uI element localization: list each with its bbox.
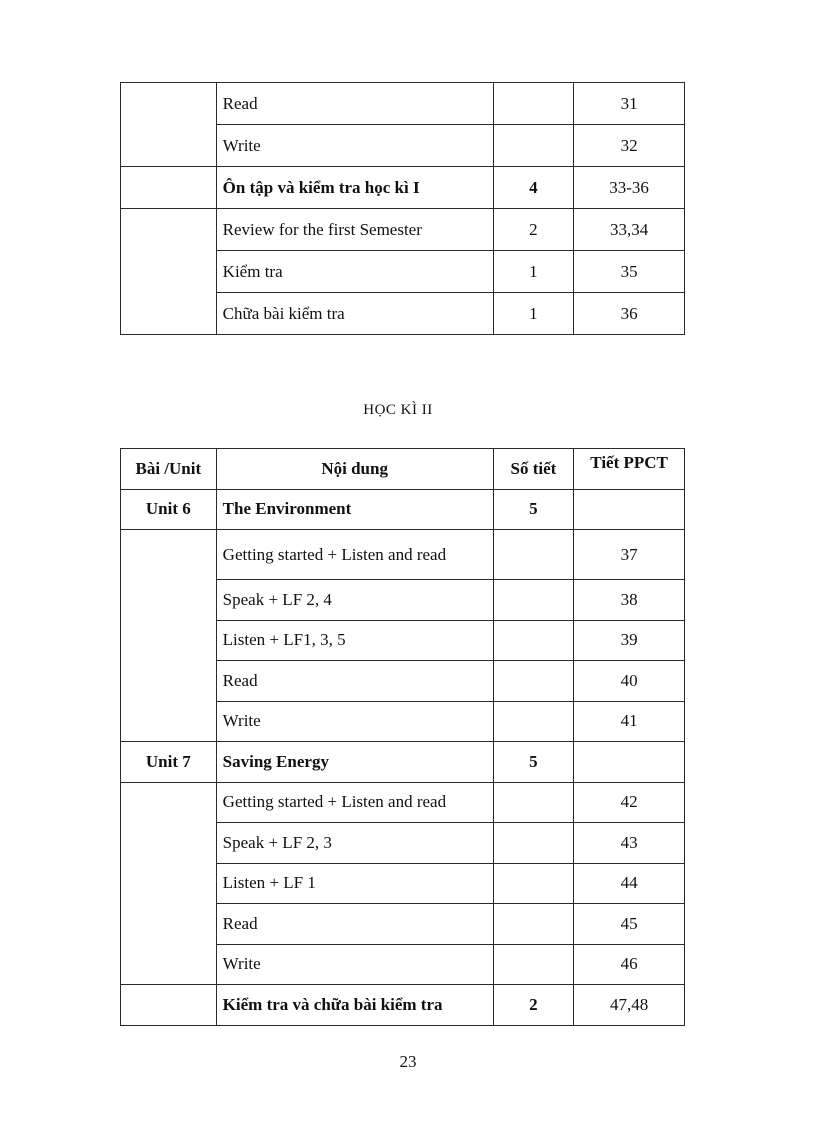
periods-cell — [493, 823, 574, 864]
ppct-cell: 33-36 — [574, 167, 685, 209]
unit-cell — [121, 782, 217, 985]
ppct-cell: 42 — [574, 782, 685, 823]
ppct-cell: 32 — [574, 125, 685, 167]
ppct-cell — [574, 742, 685, 783]
content-cell: Listen + LF1, 3, 5 — [216, 620, 493, 661]
periods-cell: 2 — [493, 209, 574, 251]
periods-cell — [493, 863, 574, 904]
ppct-cell: 47,48 — [574, 985, 685, 1026]
semester-2-table — [120, 448, 685, 1026]
content-cell: Speak + LF 2, 4 — [216, 580, 493, 621]
unit-periods: 5 — [493, 489, 574, 530]
periods-cell — [493, 661, 574, 702]
content-cell: Read — [216, 83, 493, 125]
content-cell: Speak + LF 2, 3 — [216, 823, 493, 864]
content-cell: Getting started + Listen and read — [216, 530, 493, 580]
ppct-cell: 31 — [574, 83, 685, 125]
content-cell: Read — [216, 904, 493, 945]
ppct-cell — [574, 489, 685, 530]
content-cell: Chữa bài kiểm tra — [216, 293, 493, 335]
periods-cell — [493, 83, 574, 125]
content-cell: Getting started + Listen and read — [216, 782, 493, 823]
periods-cell — [493, 944, 574, 985]
unit-row — [121, 742, 685, 783]
periods-cell: 2 — [493, 985, 574, 1026]
header-row — [121, 449, 685, 490]
periods-cell: 4 — [493, 167, 574, 209]
ppct-cell: 36 — [574, 293, 685, 335]
content-cell: Read — [216, 661, 493, 702]
ppct-cell: 38 — [574, 580, 685, 621]
periods-cell — [493, 782, 574, 823]
table-row — [121, 167, 685, 209]
periods-cell — [493, 125, 574, 167]
unit-cell — [121, 209, 217, 335]
ppct-cell: 37 — [574, 530, 685, 580]
unit-cell — [121, 167, 217, 209]
ppct-cell: 46 — [574, 944, 685, 985]
table-row — [121, 530, 685, 580]
periods-cell: 1 — [493, 293, 574, 335]
unit-cell — [121, 83, 217, 167]
periods-cell: 1 — [493, 251, 574, 293]
unit-cell — [121, 985, 217, 1026]
ppct-cell: 43 — [574, 823, 685, 864]
content-cell: Review for the first Semester — [216, 209, 493, 251]
header-ppct: Tiết PPCT — [574, 449, 685, 490]
header-periods: Số tiết — [493, 449, 574, 490]
content-cell: Kiểm tra và chữa bài kiểm tra — [216, 985, 493, 1026]
unit-label: Unit 7 — [121, 742, 217, 783]
unit-title: Saving Energy — [216, 742, 493, 783]
content-cell: Write — [216, 944, 493, 985]
ppct-cell: 45 — [574, 904, 685, 945]
ppct-cell: 40 — [574, 661, 685, 702]
content-cell: Listen + LF 1 — [216, 863, 493, 904]
content-cell: Write — [216, 125, 493, 167]
ppct-cell: 39 — [574, 620, 685, 661]
ppct-cell: 33,34 — [574, 209, 685, 251]
unit-title: The Environment — [216, 489, 493, 530]
table-row — [121, 83, 685, 125]
table-row — [121, 209, 685, 251]
semester-1-table — [120, 82, 685, 335]
header-content: Nội dung — [216, 449, 493, 490]
periods-cell — [493, 904, 574, 945]
table-row — [121, 782, 685, 823]
content-cell: Ôn tập và kiểm tra học kì I — [216, 167, 493, 209]
unit-row — [121, 489, 685, 530]
content-cell: Kiểm tra — [216, 251, 493, 293]
ppct-cell: 41 — [574, 701, 685, 742]
table-row — [121, 985, 685, 1026]
unit-cell — [121, 530, 217, 742]
periods-cell — [493, 580, 574, 621]
unit-label: Unit 6 — [121, 489, 217, 530]
section-heading: HỌC KÌ II — [363, 402, 433, 418]
content-cell: Write — [216, 701, 493, 742]
ppct-cell: 44 — [574, 863, 685, 904]
header-unit: Bài /Unit — [121, 449, 217, 490]
unit-periods: 5 — [493, 742, 574, 783]
periods-cell — [493, 530, 574, 580]
ppct-cell: 35 — [574, 251, 685, 293]
periods-cell — [493, 701, 574, 742]
periods-cell — [493, 620, 574, 661]
page-number: 23 — [399, 1052, 417, 1071]
